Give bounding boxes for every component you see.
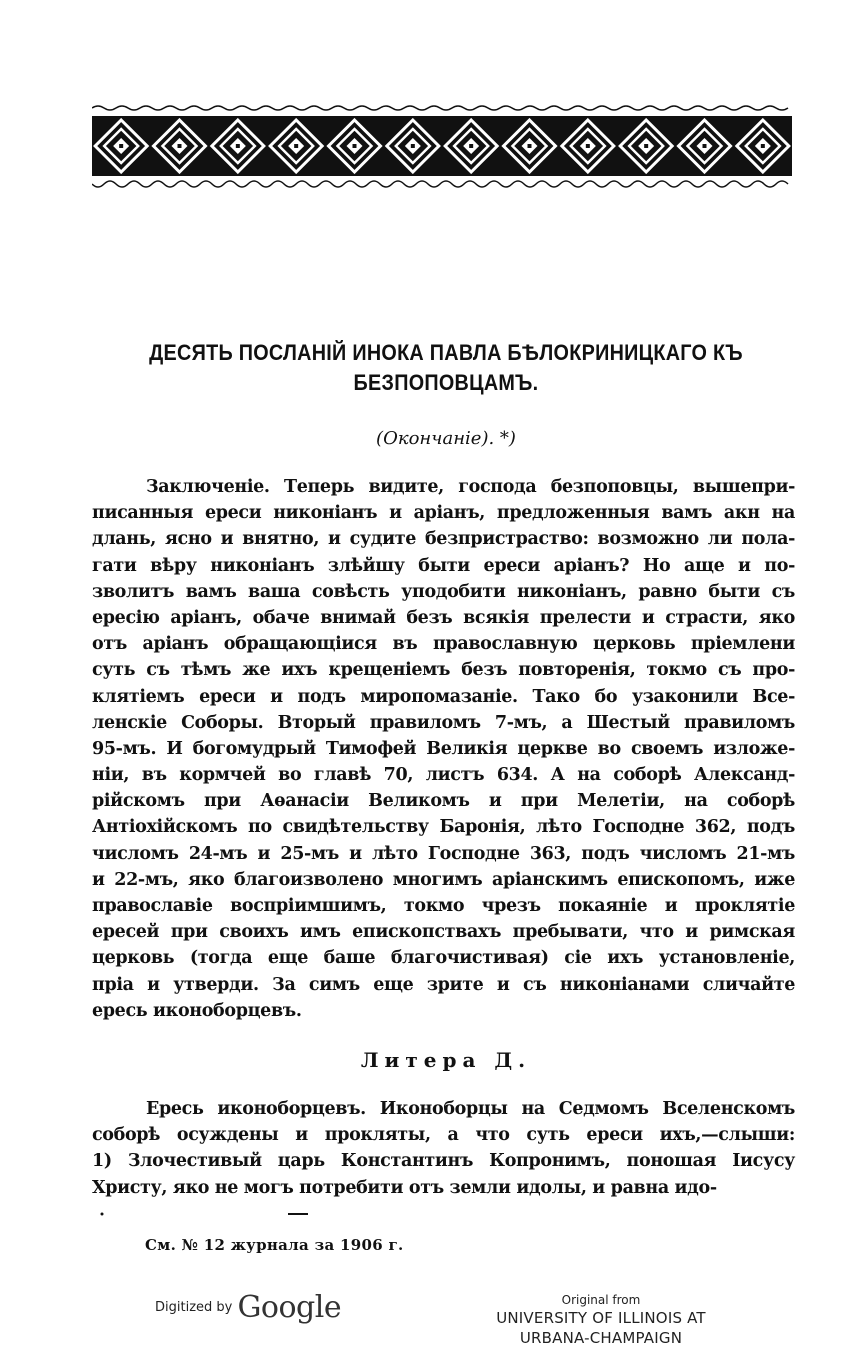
text-line: Антіохійскомъ по свидѣтельству Баронія, лѣто Господне 362, подъ [92,817,795,838]
text-line: Христу, яко не могъ потребити отъ земли идолы, и равна идо- [92,1177,717,1198]
original-from-watermark [470,1292,732,1348]
text-line: и 22-мъ, яко благоизволено многимъ аріанскимъ епископомъ, иже [92,869,795,890]
footnote: См. № 12 журнала за 1906 г. [145,1236,404,1254]
text-line: клятіемъ ереси и подъ миропомазаніе. Тако бо узаконили Все- [92,686,795,707]
footnote-separator [98,1208,308,1220]
text-line: писанныя ереси никоніанъ и аріанъ, предложенныя вамъ акн на [92,503,795,524]
digitized-by-google-watermark [155,1290,341,1325]
section-heading-litera: Литера Д. [360,1048,532,1072]
text-line: пріа и утверди. За симъ еще зрите и съ никоніанами сличайте [92,974,795,995]
article-title [135,338,758,398]
text-line: ересей при своихъ имъ епископствахъ пребывати, что и римская [92,922,795,943]
text-line: церковь (тогда еще баше благочистивая) сіе ихъ установленіе, [92,948,795,969]
text-line: 95-мъ. И богомудрый Тимофей Великія церкве во своемъ изложе- [92,738,795,759]
paragraph-iconoclasts [92,1096,795,1201]
title-line-2: БЕЗПОПОВЦАМЪ. [353,370,539,395]
university-line-2: URBANA-CHAMPAIGN [519,1329,683,1347]
text-line: зволитъ вамъ ваша совѣсть уподобити никоніанъ, равно быти съ [92,581,795,602]
digitized-by-label: Digitized by [155,1300,233,1315]
text-line: суть съ тѣмъ же ихъ крещеніемъ безъ повторенія, токмо съ про- [92,660,795,681]
title-line-1: ДЕСЯТЬ ПОСЛАНІЙ ИНОКА ПАВЛА БѢЛОКРИНИЦКАГО КЪ [149,340,743,365]
text-line: ересь иконоборцевъ. [92,1000,302,1021]
text-line: гати вѣру никоніанъ злѣйшу быти ереси аріанъ? Но аще и по- [92,555,795,576]
text-line: соборѣ осуждены и прокляты, а что суть ереси ихъ,—слыши: [92,1125,795,1146]
text-line: 1) Злочестивый царь Константинъ Копронимъ, поношая Іисусу [92,1151,795,1172]
text-line: числомъ 24-мъ и 25-мъ и лѣто Господне 363, подъ числомъ 21-мъ [92,843,795,864]
text-line: отъ аріанъ обращающіися въ православную церковь пріемлени [92,634,795,655]
ornamental-header-band [92,104,792,190]
subtitle-continuation: (Окончаніе). *) [376,428,516,449]
text-line: длань, ясно и внятно, и судите безпристраство: возможно ли пола- [92,529,795,550]
text-line: ленскіе Соборы. Вторый правиломъ 7-мъ, а Шестый правиломъ [92,712,795,733]
paragraph-conclusion [92,474,795,1024]
original-from-label: Original from [561,1293,641,1307]
google-logo: Google [237,1290,342,1325]
text-line: Заключеніе. Теперь видите, господа безпоповцы, вышепри- [146,477,795,497]
text-line: ніи, въ кормчей во главѣ 70, листъ 634. А на соборѣ Александ- [92,765,795,786]
text-line: ересію аріанъ, обаче внимай безъ всякія прелести и страсти, яко [92,607,795,628]
text-line: Ересь иконоборцевъ. Иконоборцы на Седмомъ Вселенскомъ [146,1099,795,1119]
text-line: рійскомъ при Аѳанасіи Великомъ и при Мелетіи, на соборѣ [92,791,795,812]
text-line: православіе воспріимшимъ, токмо чрезъ покаяніе и проклятіе [92,896,795,916]
university-line-1: UNIVERSITY OF ILLINOIS AT [496,1309,706,1327]
